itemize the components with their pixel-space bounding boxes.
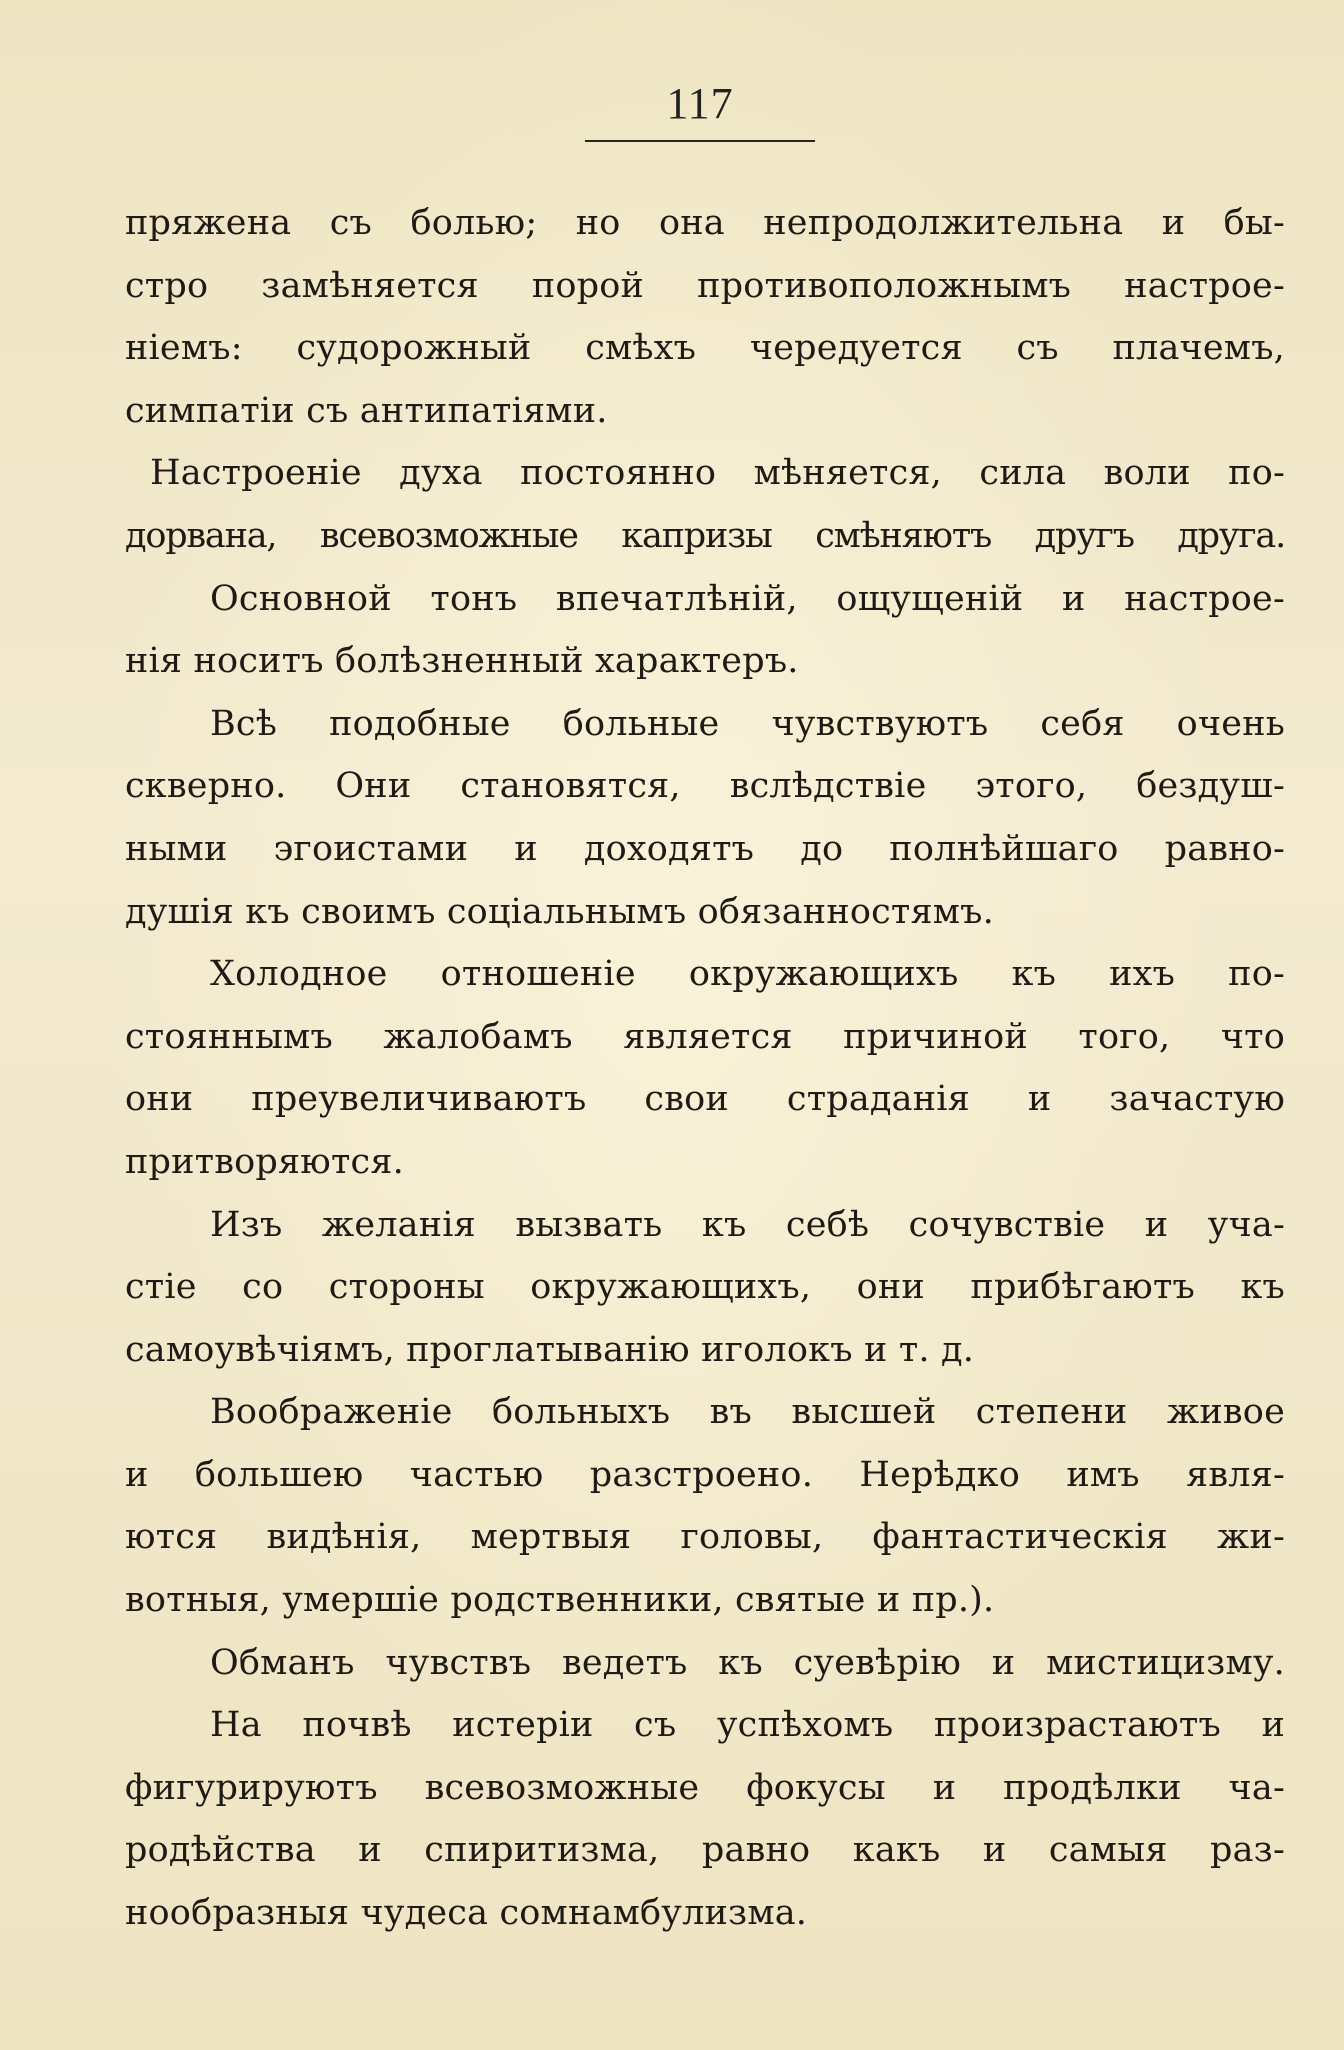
text-line: Воображеніе больныхъ въ высшей степени живое xyxy=(210,1392,1285,1433)
text-line: Холодное отношеніе окружающихъ къ ихъ по- xyxy=(210,954,1285,995)
text-line: Изъ желанія вызвать къ себѣ сочувствіе и уча- xyxy=(210,1204,1285,1245)
text-line: стіе со стороны окружающихъ, они прибѣгаютъ къ xyxy=(125,1267,1285,1308)
text-line: самоувѣчіямъ, проглатыванію иголокъ и т. д. xyxy=(125,1329,975,1370)
text-line: душія къ своимъ соціальнымъ обязанностямъ. xyxy=(125,891,994,932)
text-line: стояннымъ жалобамъ является причиной того, что xyxy=(125,1016,1285,1057)
text-line: скверно. Они становятся, вслѣдствіе этого, бездуш- xyxy=(125,766,1285,807)
text-line: Всѣ подобные больные чувствуютъ себя очень xyxy=(210,703,1285,744)
text-line: нія носитъ болѣзненный характеръ. xyxy=(125,641,799,682)
paragraph-5 xyxy=(125,943,1285,1193)
page-number: 117 xyxy=(666,79,734,128)
text-line: дорвана, всевозможные капризы смѣняютъ другъ друга. xyxy=(125,515,1285,556)
header-rule xyxy=(585,140,815,142)
text-line: они преувеличиваютъ свои страданія и зачастую xyxy=(125,1079,1285,1120)
text-line: пряжена съ болью; но она непродолжительна и бы- xyxy=(125,203,1285,243)
text-line: вотныя, умершіе родственники, святые и пр.). xyxy=(125,1580,995,1621)
text-line: Основной тонъ впечатлѣній, ощущеній и настрое- xyxy=(210,578,1285,619)
paragraph-8 xyxy=(125,1632,1285,1695)
paragraph-1 xyxy=(125,192,1285,442)
paragraph-2 xyxy=(125,442,1285,567)
text-line: и большею частью разстроено. Нерѣдко имъ явля- xyxy=(125,1454,1285,1495)
text-line: фигурируютъ всевозможные фокусы и продѣлки ча- xyxy=(125,1767,1285,1808)
paragraph-7 xyxy=(125,1381,1285,1631)
text-line: симпатіи съ антипатіями. xyxy=(125,390,608,431)
text-line: притворяются. xyxy=(125,1141,404,1182)
text-line: Настроеніе духа постоянно мѣняется, сила воли по- xyxy=(150,453,1285,494)
text-line: ными эгоистами и доходятъ до полнѣйшаго равно- xyxy=(125,828,1285,869)
body-text xyxy=(125,192,1285,1945)
text-line: Обманъ чувствъ ведетъ къ суевѣрію и мистицизму. xyxy=(210,1642,1285,1683)
paragraph-6 xyxy=(125,1194,1285,1382)
text-line: На почвѣ истеріи съ успѣхомъ произрастаютъ и xyxy=(210,1705,1285,1746)
text-line: нообразныя чудеса сомнамбулизма. xyxy=(125,1893,808,1934)
text-line: ются видѣнія, мертвыя головы, фантастическія жи- xyxy=(125,1517,1285,1558)
paragraph-3 xyxy=(125,568,1285,693)
text-line: родѣйства и спиритизма, равно какъ и самыя раз- xyxy=(125,1830,1285,1871)
text-line: ніемъ: судорожный смѣхъ чередуется съ плачемъ, xyxy=(125,328,1285,369)
paragraph-9 xyxy=(125,1694,1285,1944)
text-line: стро замѣняется порой противоположнымъ настрое- xyxy=(125,265,1285,306)
paragraph-4 xyxy=(125,693,1285,943)
